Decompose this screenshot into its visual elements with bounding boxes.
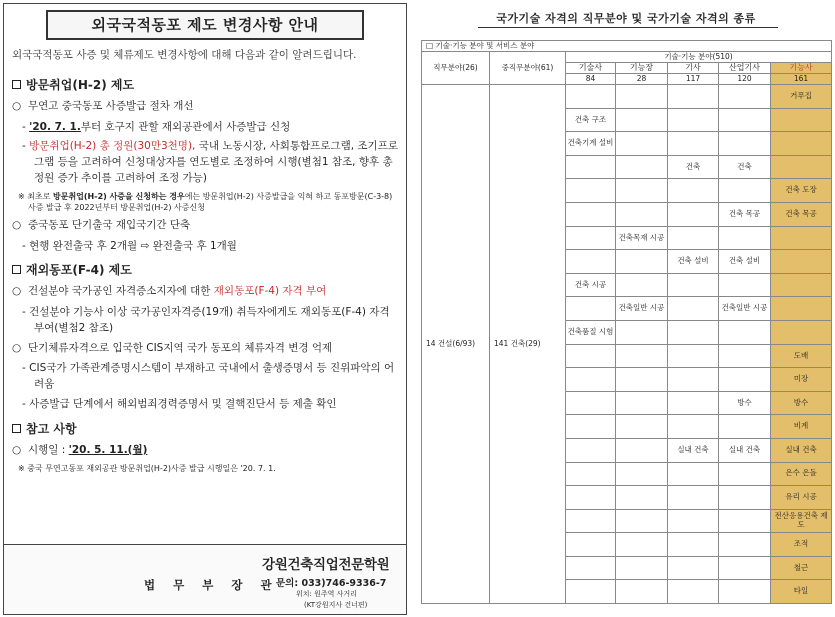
circle-bullet-icon: ○ (12, 99, 22, 112)
qualification-cell: 건축 시공 (566, 273, 616, 297)
qualification-cell (616, 202, 668, 226)
qualification-cell (566, 297, 616, 321)
bullet-item (12, 341, 400, 357)
qualification-cell: 건축 구조 (566, 108, 616, 132)
qualification-cell (719, 368, 771, 392)
craftsman-cell: 온수 온돌 (771, 462, 832, 486)
circle-bullet-icon: ○ (12, 341, 22, 354)
header-group: 기술·기능 분야(510) (566, 52, 832, 63)
section-heading-text: 방문취업(H-2) 제도 (26, 77, 135, 92)
qualification-cell (616, 415, 668, 439)
qualification-cell (616, 556, 668, 580)
section-heading-text: 참고 사항 (26, 421, 77, 436)
square-bullet-icon (12, 265, 21, 274)
qualification-cell (616, 580, 668, 604)
qualification-cell (566, 415, 616, 439)
qualification-cell (566, 368, 616, 392)
qualification-cell (668, 85, 719, 109)
qualification-cell (719, 273, 771, 297)
header-level: 산업기사 (719, 63, 771, 74)
header-count: 28 (616, 74, 668, 85)
qualification-cell (616, 273, 668, 297)
qualification-cell: 건축목재 시공 (616, 226, 668, 250)
circle-bullet-icon: ○ (12, 285, 22, 298)
header-level: 기술사 (566, 63, 616, 74)
header-level-highlight: 기능사 (771, 63, 832, 74)
header-level: 기능장 (616, 63, 668, 74)
qualification-cell (719, 226, 771, 250)
dash-text: CIS국가 가족관계증명시스템이 부재하고 국내에서 출생증명서 등 진위파악의 어려움 (29, 362, 395, 391)
qualification-cell (566, 486, 616, 510)
qualification-cell (616, 179, 668, 203)
bullet-item (12, 443, 400, 459)
dash-item: - CIS국가 가족관계증명시스템이 부재하고 국내에서 출생증명서 등 진위파악의 어려움 (22, 362, 395, 391)
header-count: 84 (566, 74, 616, 85)
qualification-cell (668, 132, 719, 156)
qualification-cell (668, 108, 719, 132)
qualification-cell (566, 438, 616, 462)
qualification-cell: 건축 설비 (668, 250, 719, 274)
qualification-cell (668, 486, 719, 510)
qualification-cell: 건축일반 시공 (616, 297, 668, 321)
dash-item: - 건설분야 기능사 이상 국가공인자격증(19개) 취득자에게도 재외동포(F-4) 자격 부여(별첨2 참조) (22, 306, 390, 334)
qualification-cell (719, 85, 771, 109)
craftsman-cell (771, 155, 832, 179)
qualification-cell (566, 226, 616, 250)
qualification-cell (668, 533, 719, 557)
dash-text: 부터 호구지 관할 재외공관에서 사증발급 신청 (80, 120, 291, 133)
notice-body (12, 48, 400, 480)
qualification-cell (668, 556, 719, 580)
square-bullet-icon (12, 424, 21, 433)
qualification-cell: 실내 건축 (668, 438, 719, 462)
qualification-cell (719, 509, 771, 533)
qualification-cell (719, 344, 771, 368)
qualification-cell (668, 226, 719, 250)
table-title: 국가기술 자격의 직무분야 및 국가기술 자격의 종류 (496, 12, 756, 25)
bullet-text: 건설분야 국가공인 자격증소지자에 대한 (28, 285, 214, 298)
qualification-cell (566, 202, 616, 226)
dash-item: - 현행 완전출국 후 2개월 ⇨ 완전출국 후 1개월 (22, 239, 237, 252)
notice-panel (3, 3, 407, 615)
square-bullet-icon (12, 80, 21, 89)
qualification-cell (719, 108, 771, 132)
craftsman-cell (771, 297, 832, 321)
craftsman-cell: 타일 (771, 580, 832, 604)
qualification-cell (566, 580, 616, 604)
qualification-cell (719, 415, 771, 439)
footnote: ※ 중국 무연고동포 재외공관 방문취업(H-2)사증 발급 시행일은 '20. 7. 1. (18, 464, 276, 474)
notice-intro: 외국국적동포 사증 및 체류제도 변경사항에 대해 다음과 같이 알려드립니다. (12, 49, 357, 61)
qualification-cell: 건축 목공 (719, 202, 771, 226)
notice-footer (4, 544, 406, 614)
bullet-text: 단기체류자격으로 입국한 CIS지역 국가 동포의 체류자격 변경 억제 (28, 341, 333, 354)
qualification-cell (668, 273, 719, 297)
qualification-cell (616, 108, 668, 132)
qualification-cell: 건축 (668, 155, 719, 179)
qualification-cell (668, 179, 719, 203)
qualification-cell (616, 462, 668, 486)
craftsman-cell (771, 273, 832, 297)
craftsman-cell: 전산응용건축 제도 (771, 509, 832, 533)
header-level: 기사 (668, 63, 719, 74)
qualification-cell (719, 556, 771, 580)
location-text: 위치: 원주역 사거리 (296, 590, 357, 598)
qualification-cell (616, 486, 668, 510)
craftsman-cell: 건축 목공 (771, 202, 832, 226)
bullet-text: 무연고 중국동포 사증발급 절차 개선 (28, 99, 194, 112)
footnote-text: 에는 방문취업(H-2) 사증발급을 익혀 하고 동포방문(C-3-8) 사증 발급 후 2022년부터 방문취업(H-2) 사증신청 (28, 191, 393, 212)
craftsman-cell: 미장 (771, 368, 832, 392)
header-job-field: 직무분야(26) (422, 52, 490, 85)
qualification-cell (668, 297, 719, 321)
qualification-cell (616, 85, 668, 109)
bullet-item (12, 218, 400, 234)
dash-text: 국내 노동시장, 사회통합프로그램, 조기프로그램 등을 고려하여 신청대상자를 연도별로 조정하여 시행(별첨1 참조, 향후 총 정원 증가 추이를 고려하여 조정 가능) (34, 140, 398, 184)
qualification-cell (616, 438, 668, 462)
qualification-cell (566, 344, 616, 368)
qualification-cell (616, 320, 668, 344)
qualification-cell: 건축 설비 (719, 250, 771, 274)
craftsman-cell: 거푸집 (771, 85, 832, 109)
school-name: 강원건축직업전문학원 (262, 557, 390, 573)
qualification-cell: 건축기계 설비 (566, 132, 616, 156)
issuer-name: 법 무 부 장 관 (144, 578, 279, 592)
qualification-cell (566, 391, 616, 415)
craftsman-cell (771, 132, 832, 156)
highlight-text: 재외동포(F-4) 자격 부여 (213, 285, 327, 298)
craftsman-cell: 건축 도장 (771, 179, 832, 203)
qualification-cell: 건축 (719, 155, 771, 179)
craftsman-cell: 실내 건축 (771, 438, 832, 462)
title-underline (478, 27, 778, 28)
qualification-cell: 실내 건축 (719, 438, 771, 462)
contact-phone: 문의: 033)746-9336-7 (276, 578, 387, 589)
highlight-text: 방문취업(H-2) 총 정원(30만3천명), (29, 140, 196, 153)
qualification-cell: 방수 (719, 391, 771, 415)
qualification-cell (566, 250, 616, 274)
qualification-cell (668, 202, 719, 226)
circle-bullet-icon: ○ (12, 443, 22, 456)
section-heading-f4 (12, 261, 400, 279)
qualification-cell (668, 509, 719, 533)
dash-text: 현행 완전출국 후 2개월 ⇨ 완전출국 후 1개월 (29, 239, 237, 252)
dash-item: - 사증발급 단계에서 해외범죄경력증명서 및 결핵진단서 등 제출 확인 (22, 397, 337, 410)
craftsman-cell: 비계 (771, 415, 832, 439)
craftsman-cell (771, 108, 832, 132)
header-count: 117 (668, 74, 719, 85)
qualification-cell (668, 415, 719, 439)
job-field-cell: 14 건설(6/93) (422, 85, 490, 604)
craftsman-cell: 도배 (771, 344, 832, 368)
qualification-table (421, 40, 832, 604)
qualification-cell (668, 368, 719, 392)
qualification-cell (616, 344, 668, 368)
qualification-cell (566, 179, 616, 203)
qualification-cell (719, 132, 771, 156)
qualification-cell (668, 462, 719, 486)
qualification-cell (719, 320, 771, 344)
circle-bullet-icon: ○ (12, 218, 22, 231)
section-heading-h2 (12, 76, 400, 94)
qualification-cell (719, 486, 771, 510)
qualification-cell (616, 132, 668, 156)
header-mid-field: 중직무분야(61) (490, 52, 566, 85)
craftsman-cell (771, 250, 832, 274)
qualification-cell (616, 391, 668, 415)
qualification-cell (719, 462, 771, 486)
craftsman-cell (771, 320, 832, 344)
footnote (12, 191, 400, 213)
section-heading-text: 재외동포(F-4) 제도 (26, 263, 132, 278)
qualification-cell (616, 368, 668, 392)
qualification-cell (668, 580, 719, 604)
qualification-cell (719, 533, 771, 557)
qualification-cell (719, 179, 771, 203)
section-heading-reference (12, 420, 400, 438)
table-section-label: □ 기술·기능 분야 및 서비스 분야 (422, 41, 832, 52)
bullet-text: 중국동포 단기출국 재입국기간 단축 (28, 218, 191, 231)
qualification-cell (566, 462, 616, 486)
bullet-item (12, 99, 400, 115)
craftsman-cell: 유리 시공 (771, 486, 832, 510)
qualification-cell (566, 155, 616, 179)
dash-text: 사증발급 단계에서 해외범죄경력증명서 및 결핵진단서 등 제출 확인 (29, 397, 337, 410)
dash-item: - 방문취업(H-2) 총 정원(30만3천명), 국내 노동시장, 사회통합프로그램, 조기프로그램 등을 고려하여 신청대상자를 연도별로 조정하여 시행(별첨1 참조, 향후 총 정원 증가 추이를 고려하여 조정 가능) (22, 140, 398, 184)
date-text: '20. 7. 1. (29, 120, 81, 133)
dash-text: 건설분야 기능사 이상 국가공인자격증(19개) 취득자에게도 재외동포(F-4) 자격 부여(별첨2 참조) (29, 306, 390, 334)
craftsman-cell: 철근 (771, 556, 832, 580)
footnote-lead: ※ 최초로 (18, 191, 53, 201)
header-count-highlight: 161 (771, 74, 832, 85)
dash-item: - '20. 7. 1.부터 호구지 관할 재외공관에서 사증발급 신청 (22, 120, 291, 133)
bullet-item (12, 284, 400, 300)
craftsman-cell: 조적 (771, 533, 832, 557)
date-text: '20. 5. 11.(월) (68, 443, 148, 456)
qualification-cell (668, 344, 719, 368)
qualification-cell (668, 391, 719, 415)
qualification-cell (616, 509, 668, 533)
qualification-cell (566, 509, 616, 533)
qualification-cell (616, 155, 668, 179)
qualification-cell (616, 250, 668, 274)
qualification-cell (616, 533, 668, 557)
craftsman-cell (771, 226, 832, 250)
qualification-cell (566, 533, 616, 557)
qualification-cell (566, 85, 616, 109)
qualification-cell (668, 320, 719, 344)
mid-field-cell: 141 건축(29) (490, 85, 566, 604)
craftsman-cell: 방수 (771, 391, 832, 415)
footnote-bold: 방문취업(H-2) 사증을 신청하는 경우 (52, 191, 185, 201)
qualification-cell: 건축품질 시험 (566, 320, 616, 344)
table-row (422, 85, 832, 109)
qualification-cell (719, 580, 771, 604)
bullet-text: 시행일 : (28, 443, 69, 456)
header-count: 120 (719, 74, 771, 85)
qualification-cell: 건축일반 시공 (719, 297, 771, 321)
notice-title: 외국국적동포 제도 변경사항 안내 (46, 10, 364, 40)
location-detail: (KT강원지사 건너편) (304, 601, 368, 609)
qualification-cell (566, 556, 616, 580)
